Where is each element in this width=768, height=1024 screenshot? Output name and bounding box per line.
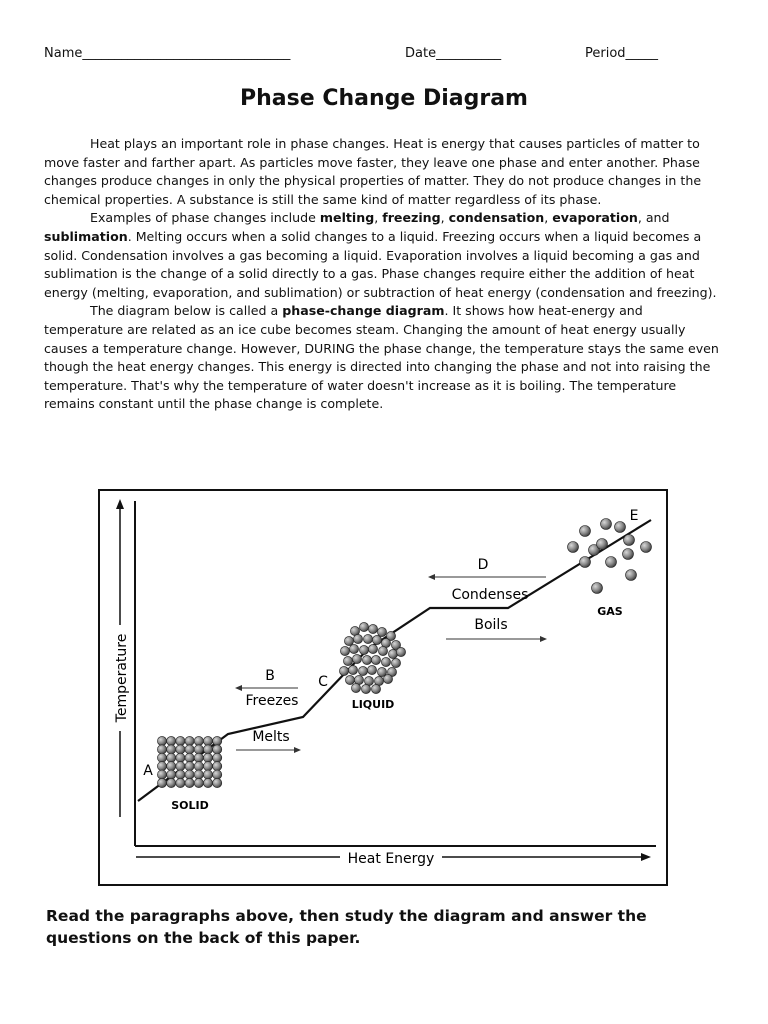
particle	[349, 644, 358, 653]
point-c-label: C	[318, 674, 328, 690]
particle	[368, 644, 377, 653]
particle	[194, 745, 203, 754]
particle	[580, 526, 591, 537]
particle	[203, 770, 212, 779]
paragraph-1: Heat plays an important role in phase changes. Heat is energy that causes particles of matter to move faster and farther apart. As particles move faster, they leave one phase and enter another. Phase changes produce changes in only the physical properties of matter. They do not produce changes in the chemical properties. A substance is still the same kind of matter regardless of its phase.	[44, 136, 702, 207]
particle	[359, 645, 368, 654]
particle	[371, 684, 380, 693]
particle	[352, 654, 361, 663]
particle	[176, 736, 185, 745]
particle	[353, 634, 362, 643]
particle	[359, 622, 368, 631]
particle	[361, 684, 370, 693]
point-b-label: B	[265, 668, 275, 684]
particle	[348, 665, 357, 674]
term-phase-change-diagram: phase-change diagram	[282, 303, 445, 319]
particle	[624, 535, 635, 546]
particle	[623, 549, 634, 560]
particle	[157, 736, 166, 745]
particle	[213, 753, 222, 762]
particle	[203, 736, 212, 745]
particle	[371, 655, 380, 664]
paragraph-3	[44, 302, 724, 414]
particle	[185, 745, 194, 754]
particle	[601, 519, 612, 530]
p2-text: Examples of phase changes include	[90, 210, 320, 226]
particle	[343, 656, 352, 665]
particle	[381, 657, 390, 666]
p2-comma: ,	[544, 210, 553, 226]
term-condensation: condensation	[448, 210, 545, 226]
particle	[194, 736, 203, 745]
date-field[interactable]: Date__________	[405, 46, 502, 61]
particle	[568, 542, 579, 553]
p3-text: The diagram below is called a	[90, 303, 283, 319]
melts-label: Melts	[252, 729, 290, 745]
particle	[377, 627, 386, 636]
p2-comma: ,	[374, 210, 383, 226]
particle	[626, 570, 637, 581]
particle	[203, 762, 212, 771]
particle	[167, 736, 176, 745]
term-evaporation: evaporation	[552, 210, 638, 226]
particle	[157, 753, 166, 762]
solid-label: SOLID	[171, 799, 209, 812]
particle	[641, 542, 652, 553]
particle	[185, 762, 194, 771]
particle	[597, 539, 608, 550]
particle	[203, 745, 212, 754]
phase-change-diagram	[98, 489, 668, 886]
particle	[185, 753, 194, 762]
point-a-label: A	[143, 763, 153, 779]
particle	[358, 666, 367, 675]
worksheet-header	[44, 46, 734, 66]
p3-text-rest: . It shows how heat-energy and temperature are related as an ice cube becomes steam. Changing the amount of heat energy usually causes a temperature change. However, DURING the phase change, the temperature stays the same even though the heat energy changes. This energy is directed into changing the phase and not into raising the temperature. That's why the temperature of water doesn't increase as it is boiling. The temperature remains constant until the phase change is complete.	[44, 303, 719, 412]
p2-comma: ,	[440, 210, 449, 226]
particle	[213, 745, 222, 754]
particle	[176, 762, 185, 771]
paragraph-2	[44, 209, 724, 302]
particle	[176, 778, 185, 787]
term-sublimation: sublimation	[44, 228, 128, 244]
particle	[176, 770, 185, 779]
liquid-label: LIQUID	[351, 698, 395, 711]
particle	[194, 770, 203, 779]
term-melting: melting	[319, 210, 375, 226]
y-axis-label: Temperature	[114, 633, 130, 723]
p2-and: , and	[637, 210, 670, 226]
particle	[378, 646, 387, 655]
particle	[213, 778, 222, 787]
particle	[157, 778, 166, 787]
particle	[592, 583, 603, 594]
particle	[362, 655, 371, 664]
particle	[580, 557, 591, 568]
particle	[340, 646, 349, 655]
particle	[157, 745, 166, 754]
particle	[615, 522, 626, 533]
particle	[345, 675, 354, 684]
particle	[194, 762, 203, 771]
particle	[213, 762, 222, 771]
particle	[176, 745, 185, 754]
particle	[363, 634, 372, 643]
particle	[167, 745, 176, 754]
particle	[167, 762, 176, 771]
diagram-frame	[99, 490, 667, 885]
particle	[213, 736, 222, 745]
condenses-label: Condenses	[451, 587, 529, 603]
particle	[194, 753, 203, 762]
particle	[203, 753, 212, 762]
particle	[383, 674, 392, 683]
body-text	[44, 135, 724, 414]
particle	[185, 770, 194, 779]
term-freezing: freezing	[382, 210, 441, 226]
point-e-label: E	[629, 508, 639, 524]
particle	[367, 665, 376, 674]
particle	[368, 624, 377, 633]
boils-label: Boils	[474, 617, 508, 633]
particle	[167, 778, 176, 787]
particle	[344, 636, 353, 645]
particle	[157, 762, 166, 771]
particle	[391, 658, 400, 667]
point-d-label: D	[477, 557, 489, 573]
particle	[351, 683, 360, 692]
x-axis-label: Heat Energy	[347, 851, 435, 867]
particle	[157, 770, 166, 779]
particle	[372, 635, 381, 644]
particle	[396, 647, 405, 656]
p2-text-rest: . Melting occurs when a solid changes to a liquid. Freezing occurs when a liquid becomes a solid. Condensation involves a gas becoming a liquid. Evaporation involves a liquid becoming a gas and sublimation is the change of a solid directly to a gas. Phase changes require either the addition of heat energy (melting, evaporation, and sublimation) or subtraction of heat energy (condensation and freezing).	[44, 228, 717, 300]
freezes-label: Freezes	[245, 693, 299, 709]
particle	[167, 770, 176, 779]
particle	[185, 736, 194, 745]
particle	[167, 753, 176, 762]
page-title: Phase Change Diagram	[240, 86, 528, 111]
instructions: Read the paragraphs above, then study the diagram and answer the questions on the back of this paper.	[46, 907, 647, 947]
gas-label: GAS	[597, 605, 623, 618]
particle	[203, 778, 212, 787]
particle	[339, 666, 348, 675]
particle	[606, 557, 617, 568]
particle	[194, 778, 203, 787]
period-field[interactable]: Period_____	[585, 46, 659, 61]
particle	[185, 778, 194, 787]
particle	[213, 770, 222, 779]
particle	[176, 753, 185, 762]
name-field[interactable]: Name________________________________	[44, 46, 291, 61]
particle	[388, 649, 397, 658]
